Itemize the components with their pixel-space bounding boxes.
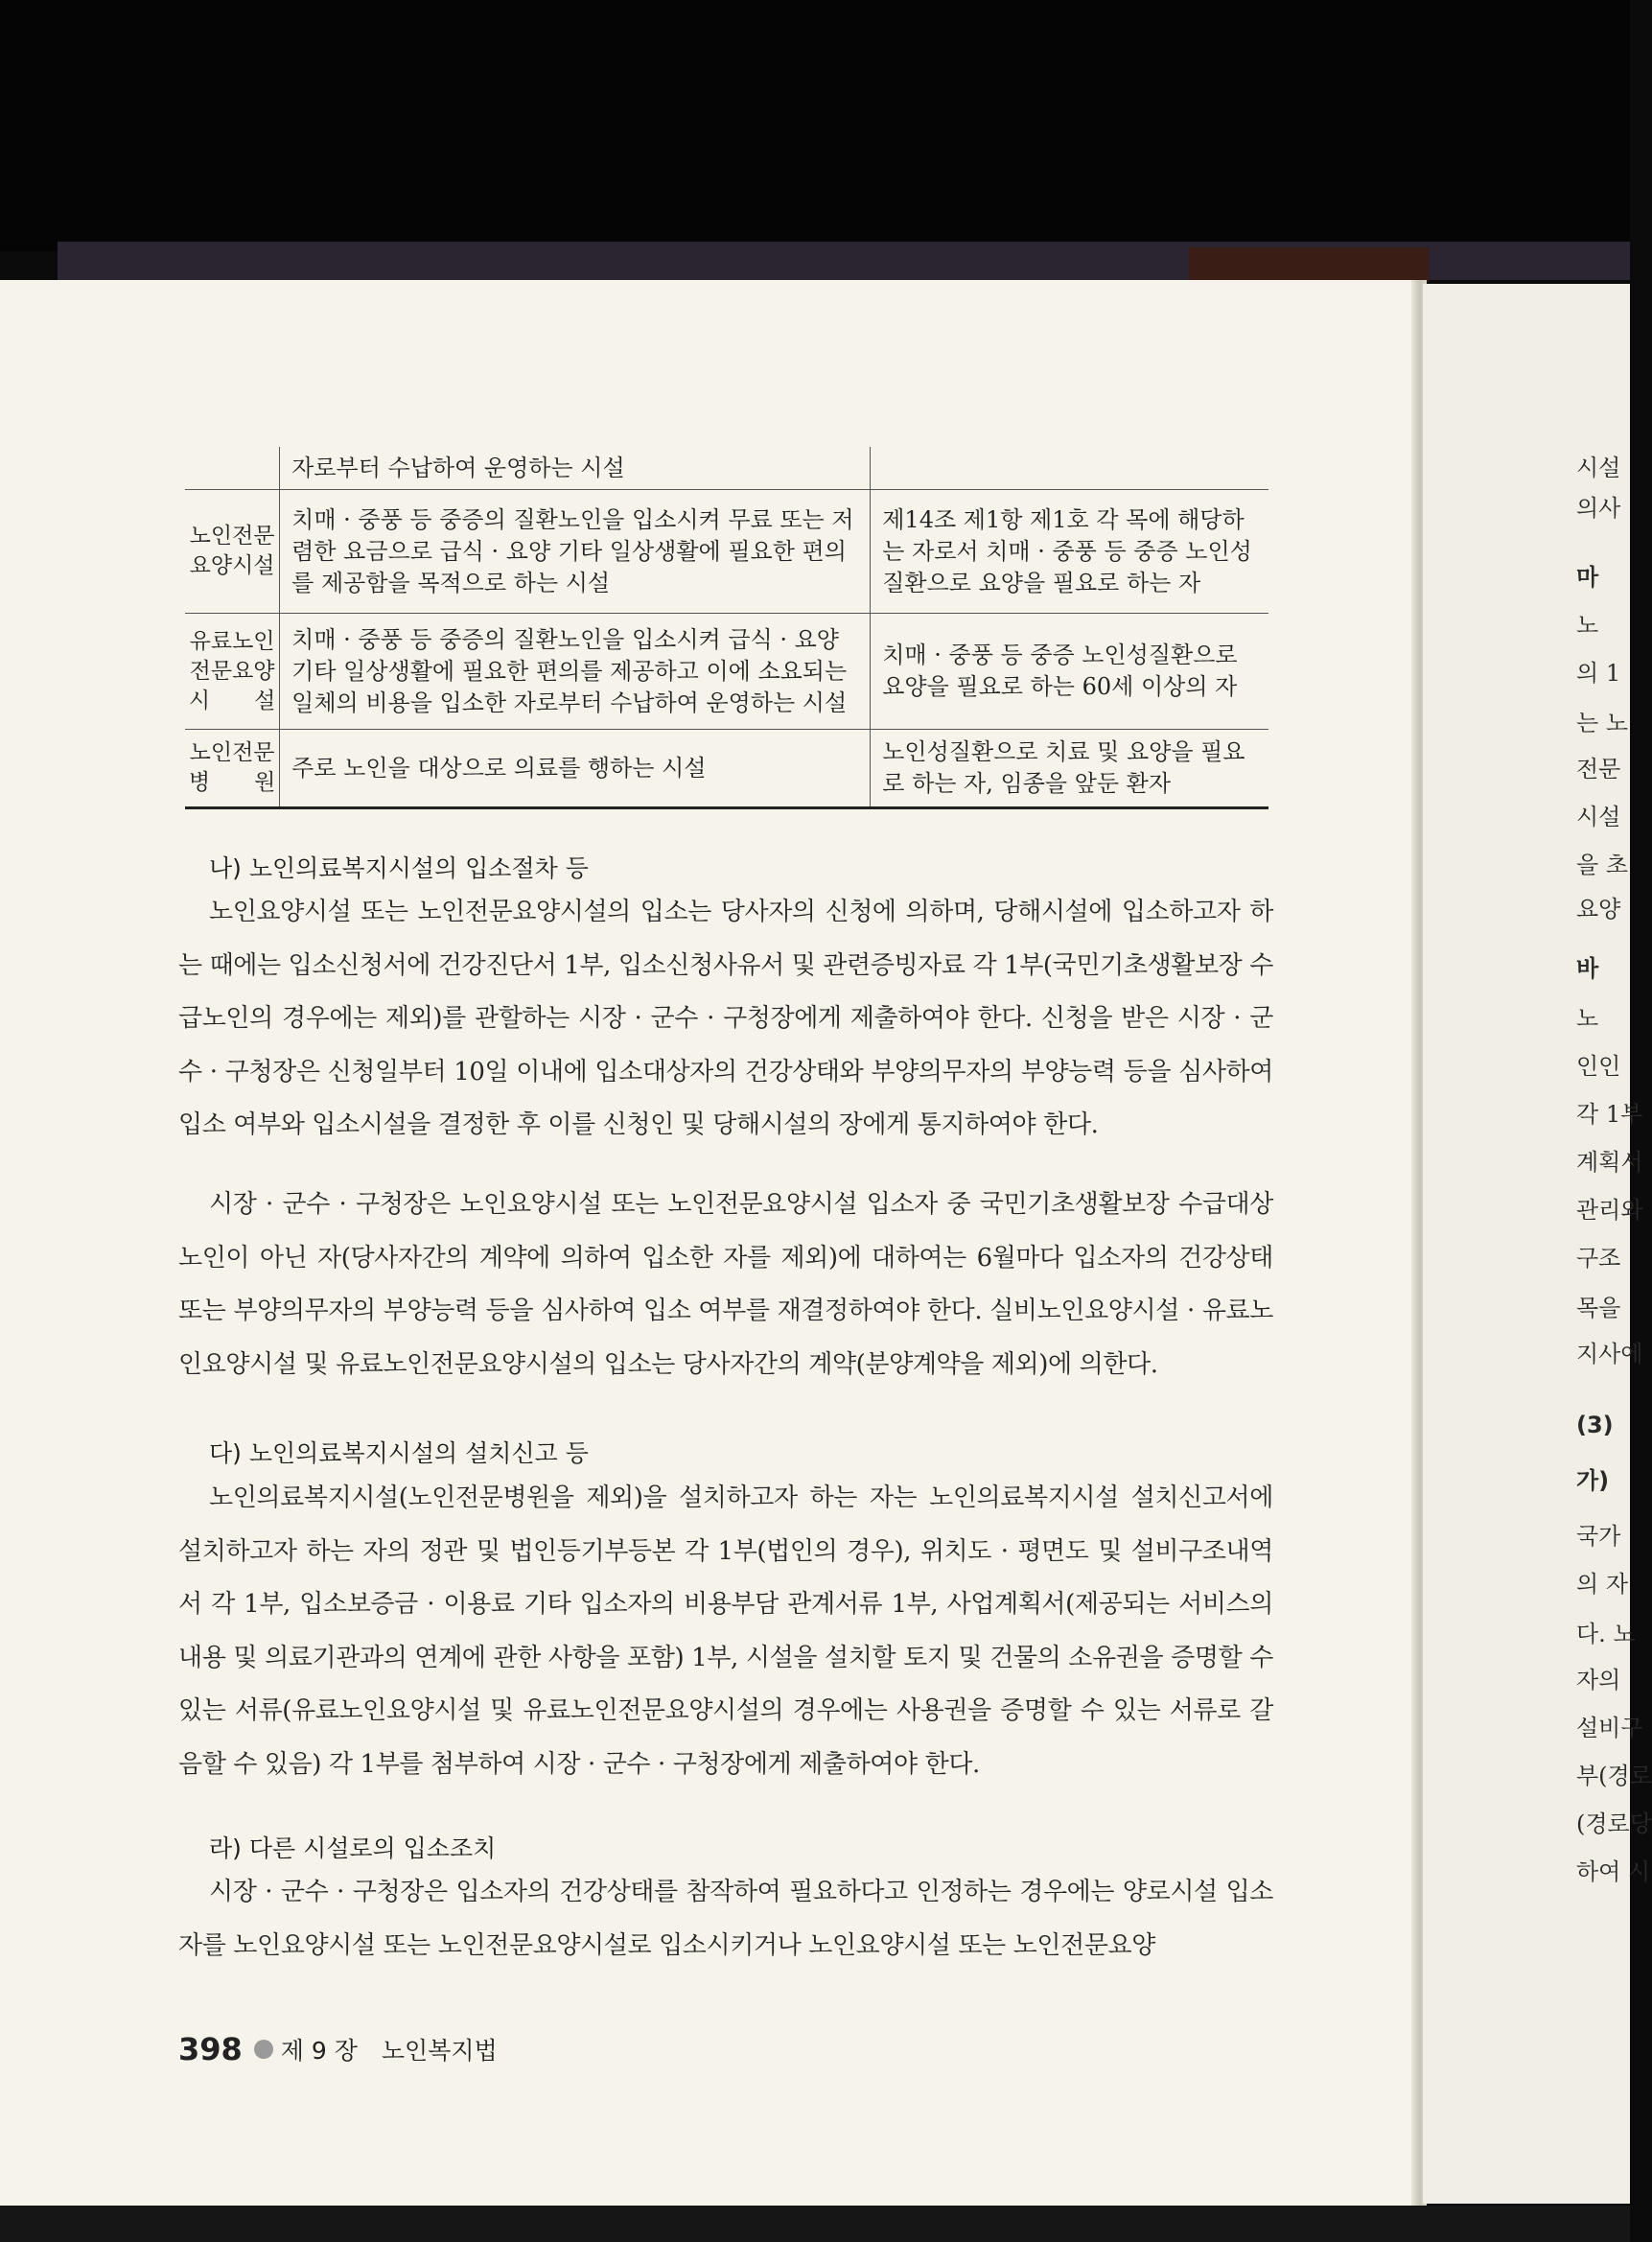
page-number: 398 xyxy=(178,2031,243,2067)
table-row xyxy=(185,730,1268,808)
facing-page-line: 하여 시 xyxy=(1576,1858,1651,1885)
section-heading-na: 나) 노인의료복지시설의 입소절차 등 xyxy=(209,854,589,882)
facility-name-cell: 유료노인 전문요양 시 설 xyxy=(185,614,280,730)
scan-edge-strip-colored xyxy=(1189,247,1429,282)
facing-page-line: 시설 xyxy=(1576,455,1621,481)
facility-description-cell: 자로부터 수납하여 운영하는 시설 xyxy=(280,447,871,490)
section-heading-ra: 라) 다른 시설로의 입소조치 xyxy=(209,1834,497,1862)
facing-page-line: 목을 xyxy=(1576,1295,1621,1321)
facing-page-line: 설비구 xyxy=(1576,1715,1643,1741)
facing-page-line: 다. 노 xyxy=(1576,1621,1636,1647)
facing-page-line: 가) xyxy=(1576,1467,1610,1494)
chapter-title: 제 9 장 노인복지법 xyxy=(280,2037,498,2065)
facing-page-line: 계획서 xyxy=(1576,1149,1643,1176)
facing-page-line: 관리와 xyxy=(1576,1197,1643,1224)
section-heading-da: 다) 노인의료복지시설의 설치신고 등 xyxy=(209,1439,589,1467)
paragraph: 노인요양시설 또는 노인전문요양시설의 입소는 당사자의 신청에 의하며, 당해시설에 입소하고자 하는 때에는 입소신청서에 건강진단서 1부, 입소신청사유서 및 관련증빙자료 각 1부(국민기초생활보장 수급노인의 경우에는 제외)를 관할하는 시장 · 군수 · 구청장에게 제출하여야 한다. 신청을 받은 시장 · 군수 · 구청장은 신청일부터 10일 이내에 입소대상자의 건강상태와 부양의무자의 부양능력 등을 심사하여 입소 여부와 입소시설을 결정한 후 이를 신청인 및 당해시설의 장에게 통지하여야 한다. xyxy=(178,898,1273,1139)
facility-name-cell xyxy=(185,447,280,490)
facing-page-line: (3) xyxy=(1576,1412,1614,1438)
facing-page-line: 구조 xyxy=(1576,1245,1621,1272)
facility-name-cell: 노인전문 요양시설 xyxy=(185,490,280,614)
facing-page-line: 마 xyxy=(1576,564,1599,591)
facing-page-fragment xyxy=(1423,284,1652,2204)
table-row xyxy=(185,447,1268,490)
facing-page-line: 시설 xyxy=(1576,804,1621,830)
facing-page-line: 의 자 xyxy=(1576,1571,1628,1598)
facing-page-line: 각 1부 xyxy=(1576,1101,1643,1128)
paragraph: 시장 · 군수 · 구청장은 노인요양시설 또는 노인전문요양시설 입소자 중 국민기초생활보장 수급대상노인이 아닌 자(당사자간의 계약에 의하여 입소한 자를 제외)에 대하여는 6월마다 입소자의 건강상태 또는 부양의무자의 부양능력 등을 심사하여 입소 여부를 재결정하여야 한다. 실비노인요양시설 · 유료노인요양시설 및 유료노인전문요양시설의 입소는 당사자간의 계약(분양계약을 제외)에 의한다. xyxy=(178,1190,1273,1379)
facing-page-line: 국가 xyxy=(1576,1523,1621,1550)
paragraph: 시장 · 군수 · 구청장은 입소자의 건강상태를 참작하여 필요하다고 인정하는 경우에는 양로시설 입소자를 노인요양시설 또는 노인전문요양시설로 입소시키거나 노인요양시설 또는 노인전문요양 xyxy=(178,1878,1273,1960)
facing-page-line: 인인 xyxy=(1576,1053,1621,1080)
facing-page-line: (경로당 xyxy=(1576,1810,1652,1837)
scan-background-bottom xyxy=(0,2206,1630,2242)
facing-page-line: 노 xyxy=(1576,1005,1599,1032)
facility-name-cell: 노인전문 병 원 xyxy=(185,730,280,808)
bullet-dot-icon xyxy=(254,2040,273,2059)
facing-page-line: 바 xyxy=(1576,955,1599,982)
facing-page-line: 을 초 xyxy=(1576,852,1628,878)
facility-target-cell: 노인성질환으로 치료 및 요양을 필요로 하는 자, 임종을 앞둔 환자 xyxy=(871,730,1268,808)
facility-description-cell: 주로 노인을 대상으로 의료를 행하는 시설 xyxy=(280,730,871,808)
scan-background-top xyxy=(0,0,1630,251)
facing-page-line: 부(경로 xyxy=(1576,1763,1652,1789)
facing-page-line: 의사 xyxy=(1576,495,1621,522)
page-footer xyxy=(178,2031,498,2067)
facing-page-line: 는 노 xyxy=(1576,710,1628,736)
paragraph: 노인의료복지시설(노인전문병원을 제외)을 설치하고자 하는 자는 노인의료복지시설 설치신고서에 설치하고자 하는 자의 정관 및 법인등기부등본 각 1부(법인의 경우), 위치도 · 평면도 및 설비구조내역서 각 1부, 입소보증금 · 이용료 기타 입소자의 비용부담 관계서류 1부, 사업계획서(제공되는 서비스의 내용 및 의료기관과의 연계에 관한 사항을 포함) 1부, 시설을 설치할 토지 및 건물의 소유권을 증명할 수 있는 서류(유료노인요양시설 및 유료노인전문요양시설의 경우에는 사용권을 증명할 수 있는 서류로 갈음할 수 있음) 각 1부를 첨부하여 시장 · 군수 · 구청장에게 제출하여야 한다. xyxy=(178,1483,1273,1779)
table-row xyxy=(185,490,1268,614)
facing-page-line: 요양 xyxy=(1576,896,1621,922)
facility-table xyxy=(185,447,1268,809)
facility-description-cell: 치매 · 중풍 등 중증의 질환노인을 입소시켜 무료 또는 저렴한 요금으로 급식 · 요양 기타 일상생활에 필요한 편의를 제공함을 목적으로 하는 시설 xyxy=(280,490,871,614)
facility-target-cell: 치매 · 중풍 등 중증 노인성질환으로 요양을 필요로 하는 60세 이상의 자 xyxy=(871,614,1268,730)
facility-description-cell: 치매 · 중풍 등 중증의 질환노인을 입소시켜 급식 · 요양 기타 일상생활에 필요한 편의를 제공하고 이에 소요되는 일체의 비용을 입소한 자로부터 수납하여 운영하는 시설 xyxy=(280,614,871,730)
facing-page-line: 노 xyxy=(1576,612,1599,639)
facility-target-cell: 제14조 제1항 제1호 각 목에 해당하는 자로서 치매 · 중풍 등 중증 노인성질환으로 요양을 필요로 하는 자 xyxy=(871,490,1268,614)
facing-page-line: 지사에 xyxy=(1576,1341,1643,1367)
facing-page-line: 의 1 xyxy=(1576,660,1621,687)
facing-page-line: 자의 xyxy=(1576,1667,1621,1693)
facing-page-line: 전문 xyxy=(1576,756,1621,782)
table-row xyxy=(185,614,1268,730)
facility-target-cell xyxy=(871,447,1268,490)
